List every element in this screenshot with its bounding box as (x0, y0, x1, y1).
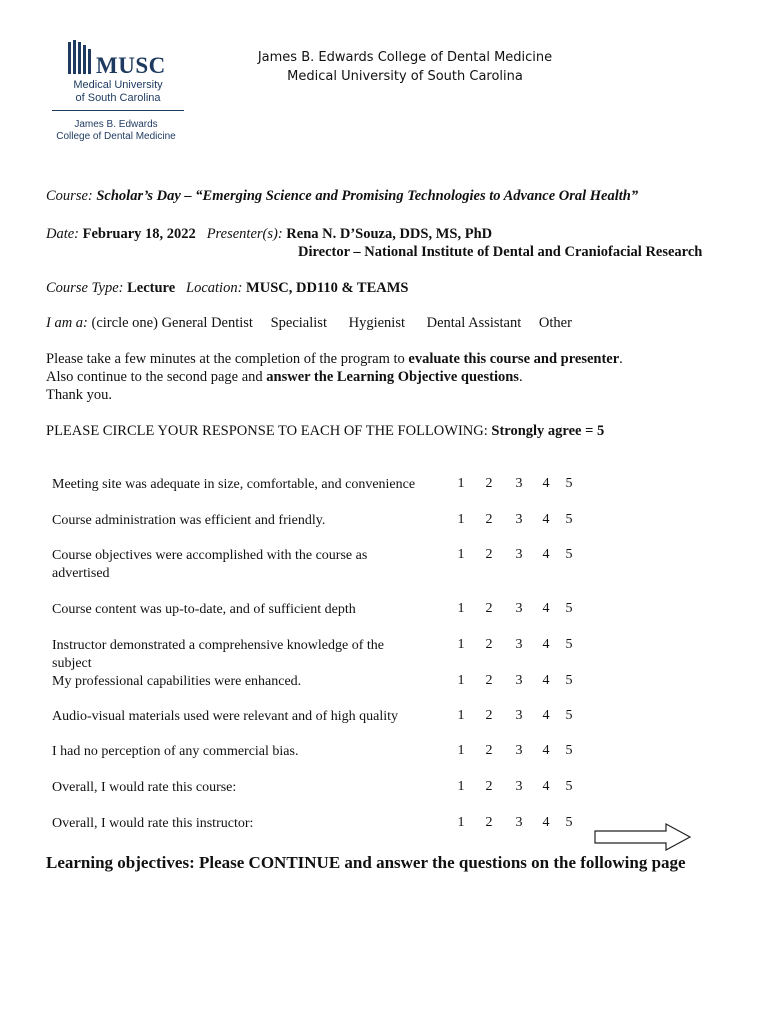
rating-option[interactable]: 2 (485, 779, 493, 794)
document-header (230, 48, 580, 86)
rating-scale (452, 815, 582, 831)
header-university: Medical University of South Carolina (287, 69, 523, 84)
rating-option[interactable]: 5 (565, 601, 573, 616)
rating-option[interactable]: 5 (565, 637, 573, 652)
rating-question: Meeting site was adequate in size, comfortable, and convenience (52, 477, 416, 492)
role-option[interactable]: Hygienist (348, 315, 405, 331)
logo-divider (52, 110, 184, 111)
presenter-label: Presenter(s): (206, 226, 283, 242)
logo-brand: MUSC (96, 53, 166, 78)
date-line (46, 226, 492, 243)
instructions: Please take a few minutes at the completion of the program to evaluate this course and presenter. Also continue to the second page and answer the Learning Objective questions. Thank you. (46, 351, 623, 403)
rating-option[interactable]: 5 (565, 708, 573, 723)
course-label: Course: (46, 188, 93, 204)
location-label: Location: (186, 280, 243, 296)
rating-option[interactable]: 4 (542, 637, 550, 652)
rating-option[interactable]: 2 (485, 476, 493, 491)
presenter-name: Rena N. D’Souza, DDS, MS, PhD (286, 226, 493, 242)
rating-option[interactable]: 3 (515, 547, 523, 562)
role-option[interactable]: General Dentist (161, 315, 253, 331)
rating-scale (452, 547, 582, 563)
rating-question: Course content was up-to-date, and of sufficient depth (52, 602, 356, 617)
rating-option[interactable]: 2 (485, 708, 493, 723)
rating-scale (452, 708, 582, 724)
rating-scale (452, 601, 582, 617)
role-option[interactable]: Specialist (270, 315, 327, 331)
role-option[interactable]: Dental Assistant (426, 315, 522, 331)
rating-option[interactable]: 2 (485, 673, 493, 688)
right-arrow-icon (594, 823, 692, 851)
header-college: James B. Edwards College of Dental Medicine (257, 50, 553, 65)
rating-option[interactable]: 2 (485, 601, 493, 616)
role-label: I am a: (46, 315, 88, 331)
rating-question: Course administration was efficient and friendly. (52, 513, 326, 528)
rating-option[interactable]: 1 (457, 708, 465, 723)
rating-option[interactable]: 4 (542, 708, 550, 723)
rating-option[interactable]: 5 (565, 743, 573, 758)
rating-scale (452, 637, 582, 653)
rating-scale (452, 743, 582, 759)
rating-question: Course objectives were accomplished with the course as advertised (52, 548, 368, 581)
course-line (46, 188, 638, 205)
rating-option[interactable]: 5 (565, 476, 573, 491)
rating-option[interactable]: 2 (485, 815, 493, 830)
rating-option[interactable]: 2 (485, 637, 493, 652)
rating-option[interactable]: 4 (542, 601, 550, 616)
date-value: February 18, 2022 (82, 226, 196, 242)
date-label: Date: (46, 226, 80, 242)
rating-scale (452, 673, 582, 689)
rating-option[interactable]: 4 (542, 547, 550, 562)
scale-instruction: PLEASE CIRCLE YOUR RESPONSE TO EACH OF THE FOLLOWING: Strongly agree = 5 (46, 423, 605, 439)
musc-logo (46, 36, 186, 146)
rating-option[interactable]: 5 (565, 779, 573, 794)
rating-option[interactable]: 3 (515, 637, 523, 652)
rating-scale (452, 779, 582, 795)
rating-option[interactable]: 5 (565, 673, 573, 688)
rating-option[interactable]: 4 (542, 743, 550, 758)
rating-option[interactable]: 5 (565, 547, 573, 562)
rating-option[interactable]: 4 (542, 476, 550, 491)
role-line (46, 315, 572, 332)
rating-option[interactable]: 1 (457, 476, 465, 491)
rating-option[interactable]: 3 (515, 601, 523, 616)
rating-option[interactable]: 4 (542, 815, 550, 830)
rating-option[interactable]: 4 (542, 512, 550, 527)
logo-college: James B. Edwards College of Dental Medicine (56, 119, 176, 142)
rating-option[interactable]: 1 (457, 601, 465, 616)
role-instruction: (circle one) (91, 315, 158, 331)
rating-question: Overall, I would rate this instructor: (52, 816, 254, 831)
rating-option[interactable]: 4 (542, 779, 550, 794)
rating-option[interactable]: 3 (515, 815, 523, 830)
logo-university: Medical University of South Carolina (73, 79, 163, 104)
rating-option[interactable]: 1 (457, 815, 465, 830)
rating-option[interactable]: 1 (457, 637, 465, 652)
rating-option[interactable]: 3 (515, 743, 523, 758)
rating-option[interactable]: 4 (542, 673, 550, 688)
rating-option[interactable]: 3 (515, 512, 523, 527)
location-value: MUSC, DD110 & TEAMS (246, 280, 409, 296)
rating-option[interactable]: 2 (485, 743, 493, 758)
presenter-title: Director – National Institute of Dental and Craniofacial Research (298, 244, 703, 260)
course-title: Scholar’s Day – “Emerging Science and Promising Technologies to Advance Oral Health” (96, 188, 639, 204)
rating-option[interactable]: 1 (457, 547, 465, 562)
course-type-label: Course Type: (46, 280, 124, 296)
rating-question: Overall, I would rate this course: (52, 780, 237, 795)
role-option[interactable]: Other (538, 315, 572, 331)
rating-option[interactable]: 5 (565, 512, 573, 527)
learning-objectives-note: Learning objectives: Please CONTINUE and answer the questions on the following page (46, 853, 686, 872)
rating-option[interactable]: 2 (485, 512, 493, 527)
course-type-value: Lecture (127, 280, 176, 296)
rating-question: Instructor demonstrated a comprehensive knowledge of the subject (52, 638, 385, 671)
rating-question: Audio-visual materials used were relevant and of high quality (52, 709, 399, 724)
rating-option[interactable]: 3 (515, 708, 523, 723)
rating-option[interactable]: 3 (515, 476, 523, 491)
rating-scale (452, 512, 582, 528)
rating-question: My professional capabilities were enhanced. (52, 674, 302, 689)
rating-option[interactable]: 1 (457, 743, 465, 758)
rating-option[interactable]: 3 (515, 673, 523, 688)
rating-scale (452, 476, 582, 492)
course-type-line (46, 280, 409, 297)
rating-option[interactable]: 1 (457, 779, 465, 794)
rating-option[interactable]: 3 (515, 779, 523, 794)
rating-option[interactable]: 2 (485, 547, 493, 562)
musc-building-icon (66, 38, 96, 76)
rating-option[interactable]: 1 (457, 512, 465, 527)
rating-question: I had no perception of any commercial bias. (52, 744, 299, 759)
rating-option[interactable]: 5 (565, 815, 573, 830)
rating-option[interactable]: 1 (457, 673, 465, 688)
